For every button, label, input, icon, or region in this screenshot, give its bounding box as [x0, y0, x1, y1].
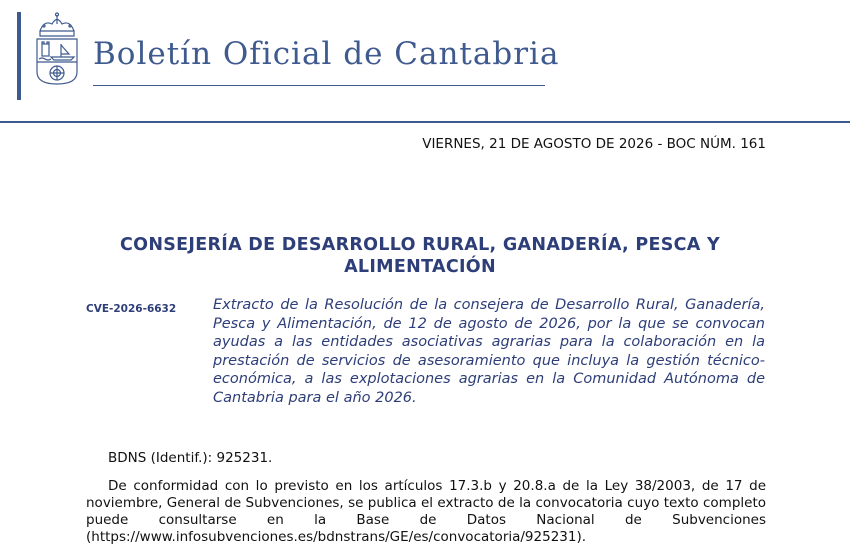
- issue-date-line: VIERNES, 21 DE AGOSTO DE 2026 - BOC NÚM. 161: [422, 136, 766, 152]
- cantabria-coat-of-arms-icon: [30, 12, 84, 102]
- title-underline: [93, 85, 545, 86]
- body-paragraph: [86, 478, 766, 546]
- bulletin-title: Boletín Oficial de Cantabria: [93, 36, 560, 72]
- department-heading: CONSEJERÍA DE DESARROLLO RURAL, GANADERÍA, PESCA Y ALIMENTACIÓN: [120, 235, 720, 277]
- cve-code: CVE-2026-6632: [86, 303, 177, 315]
- header-left-bar: [17, 12, 21, 100]
- header-divider: [0, 121, 850, 123]
- body-paragraph-text: De conformidad con lo previsto en los artículos 17.3.b y 20.8.a de la Ley 38/2003, de 17 de noviembre, General de Subvenciones, se publica el extracto de la convocatoria cuyo texto completo puede consultarse en la Base de Datos Nacional de Subvenciones (https://www.infosubvenciones.es/bdnstrans/GE/es/convocatoria/925231).: [86, 478, 766, 545]
- resolution-summary: Extracto de la Resolución de la consejera de Desarrollo Rural, Ganadería, Pesca y Alimentación, de 12 de agosto de 2026, por la que se convocan ayudas a las entidades asociativas agrarias para la colaboración en la prestación de servicios de asesoramiento que incluya la gestión técnico-económica, a las explotaciones agrarias en la Comunidad Autónoma de Cantabria para el año 2026.: [213, 297, 765, 406]
- bdns-identifier: BDNS (Identif.): 925231.: [108, 450, 273, 466]
